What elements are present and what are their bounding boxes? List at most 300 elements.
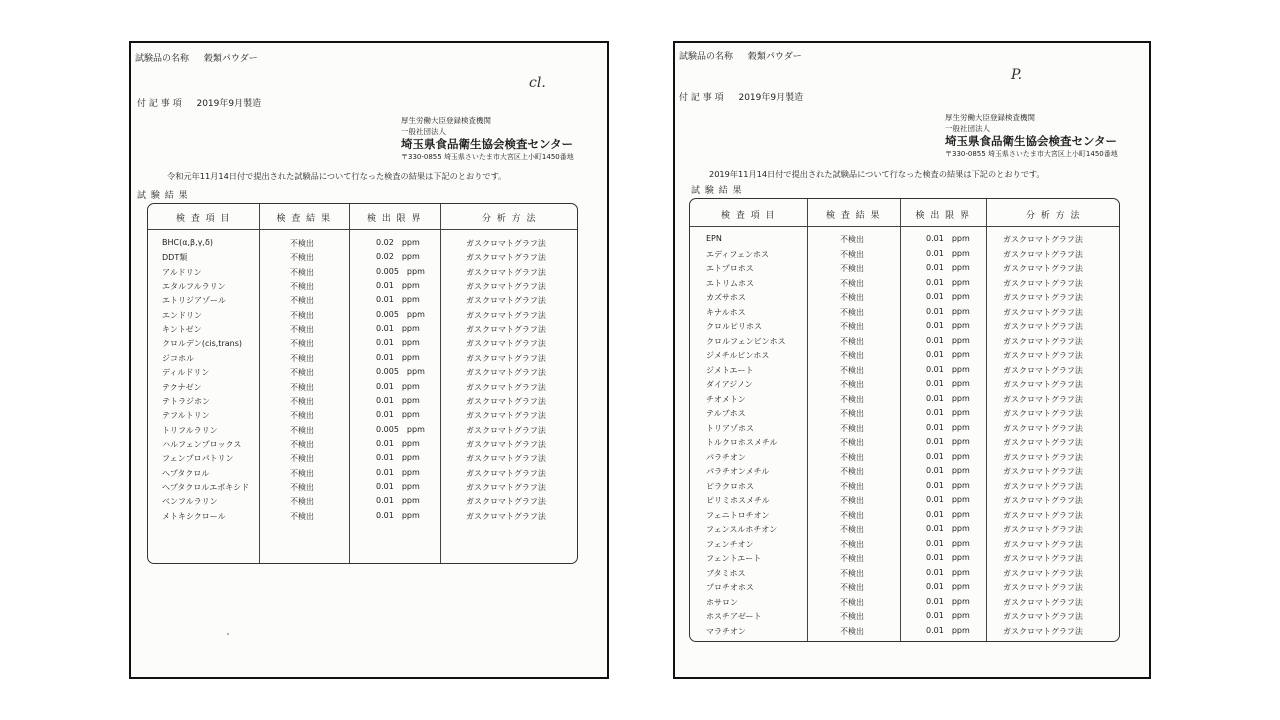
column-divider — [900, 199, 901, 641]
detection-limit-value: 0.01 — [376, 467, 394, 477]
analysis-method: ガスクロマトグラフ法 — [1003, 322, 1083, 331]
detection-limit-unit: ppm — [401, 252, 420, 262]
issuer-address: 〒330-0855 埼玉県さいたま市大宮区上小町1450番地 — [401, 153, 574, 161]
test-item-name: ディルドリン — [162, 368, 210, 378]
detection-limit — [926, 437, 970, 446]
detection-limit-value: 0.01 — [926, 437, 944, 446]
detection-limit-value: 0.01 — [926, 263, 944, 272]
detection-limit — [926, 510, 970, 519]
test-result: 不検出 — [290, 239, 314, 248]
detection-limit-value: 0.02 — [376, 238, 394, 247]
test-item-name: パラチオンメチル — [706, 467, 770, 476]
test-item-name: ジコホル — [162, 353, 194, 363]
sample-name-value: 穀類パウダー — [747, 52, 802, 62]
detection-limit-value: 0.01 — [926, 364, 944, 374]
test-item-name: フェンプロパトリン — [162, 454, 234, 464]
detection-limit-unit: ppm — [951, 379, 970, 388]
detection-limit — [926, 249, 970, 258]
analysis-method: ガスクロマトグラフ法 — [1003, 612, 1083, 621]
test-result: 不検出 — [840, 496, 864, 505]
detection-limit-value: 0.01 — [926, 306, 944, 316]
test-item-name: エディフェンホス — [706, 249, 769, 259]
detection-limit-value: 0.01 — [926, 321, 944, 330]
test-item-name: カズサホス — [706, 293, 746, 302]
detection-limit-value: 0.01 — [926, 553, 944, 562]
test-item-name: ジメチルビンホス — [706, 351, 770, 360]
detection-limit-value: 0.01 — [926, 466, 944, 475]
test-result: 不検出 — [290, 368, 314, 378]
detection-limit-unit: ppm — [401, 510, 420, 520]
issuer-name: 埼玉県食品衛生協会検査センター — [401, 137, 574, 151]
test-item-name: ヘプタクロルエポキシド — [162, 482, 250, 492]
test-result: 不検出 — [290, 267, 314, 277]
intro-text: 2019年11月14日付で提出された試験品について行なった検査の結果は下記のとおりです。 — [709, 169, 1045, 179]
detection-limit — [926, 365, 970, 374]
test-item-name: ハルフェンプロックス — [162, 439, 242, 449]
test-item-name: クロルフェンビンホス — [706, 336, 786, 346]
detection-limit-unit: ppm — [951, 495, 970, 504]
handwritten-mark: P. — [1011, 67, 1023, 83]
detection-limit-unit: ppm — [401, 352, 420, 362]
test-result: 不検出 — [840, 264, 864, 273]
detection-limit-value: 0.005 — [376, 367, 399, 377]
detection-limit-unit: ppm — [951, 335, 970, 345]
test-item-name: ピラクロホス — [706, 481, 754, 491]
analysis-method: ガスクロマトグラフ法 — [466, 310, 546, 320]
test-result: 不検出 — [840, 626, 864, 636]
analysis-method: ガスクロマトグラフ法 — [466, 439, 546, 449]
detection-limit — [926, 495, 970, 504]
note-field — [137, 96, 261, 109]
section-title: 試 験 結 果 — [691, 186, 743, 196]
test-item-name: テルブホス — [706, 409, 746, 418]
column-divider — [807, 199, 808, 641]
analysis-method: ガスクロマトグラフ法 — [1003, 510, 1083, 520]
detection-limit-unit: ppm — [951, 234, 970, 243]
detection-limit-unit: ppm — [951, 524, 970, 533]
test-item-name: テトラジホン — [162, 396, 210, 406]
analysis-method: ガスクロマトグラフ法 — [466, 396, 546, 406]
analysis-method: ガスクロマトグラフ法 — [1003, 336, 1083, 346]
detection-limit — [376, 353, 420, 362]
test-item-name: エトリムホス — [706, 278, 754, 288]
note-label: 付 記 事 項 — [137, 99, 182, 109]
detection-limit — [376, 439, 420, 448]
header-item: 検 査 項 目 — [720, 211, 777, 221]
test-result: 不検出 — [840, 510, 864, 520]
left-report-sheet — [129, 41, 609, 679]
test-item-name: プロチオホス — [706, 583, 754, 592]
detection-limit-value: 0.01 — [926, 292, 944, 301]
detection-limit-unit: ppm — [401, 281, 420, 291]
header-result: 検 査 結 果 — [276, 214, 332, 224]
analysis-method: ガスクロマトグラフ法 — [466, 482, 546, 492]
analysis-method: ガスクロマトグラフ法 — [1003, 496, 1083, 505]
detection-limit — [376, 367, 425, 376]
test-item-name: エトプロホス — [706, 264, 754, 273]
test-result: 不検出 — [840, 481, 864, 491]
detection-limit — [376, 295, 420, 304]
detection-limit-value: 0.005 — [376, 309, 399, 319]
detection-limit — [376, 281, 420, 290]
detection-limit — [926, 263, 970, 272]
test-result: 不検出 — [290, 411, 314, 421]
detection-limit-value: 0.01 — [376, 410, 394, 420]
detection-limit-unit: ppm — [951, 480, 970, 490]
detection-limit — [926, 539, 970, 548]
detection-limit — [376, 238, 420, 247]
detection-limit — [926, 307, 970, 316]
test-result: 不検出 — [290, 282, 314, 292]
analysis-method: ガスクロマトグラフ法 — [1003, 626, 1083, 636]
analysis-method: ガスクロマトグラフ法 — [1003, 452, 1083, 462]
detection-limit-unit: ppm — [406, 266, 425, 276]
detection-limit-unit: ppm — [401, 453, 420, 463]
detection-limit — [926, 350, 970, 359]
detection-limit-value: 0.01 — [376, 281, 394, 291]
test-result: 不検出 — [290, 253, 314, 263]
detection-limit-unit: ppm — [951, 321, 970, 330]
detection-limit-value: 0.01 — [376, 352, 394, 362]
test-item-name: クロルピリホス — [706, 322, 762, 331]
detection-limit — [926, 466, 970, 475]
note-value: 2019年9月製造 — [196, 99, 262, 109]
results-table — [147, 203, 578, 564]
detection-limit-unit: ppm — [951, 248, 970, 258]
header-method: 分 析 方 法 — [1025, 211, 1082, 221]
analysis-method: ガスクロマトグラフ法 — [1003, 380, 1083, 389]
test-result: 不検出 — [290, 439, 314, 449]
analysis-method: ガスクロマトグラフ法 — [1003, 264, 1083, 273]
detection-limit — [926, 582, 970, 591]
analysis-method: ガスクロマトグラフ法 — [466, 454, 546, 464]
test-item-name: ホスチアゼート — [706, 612, 762, 621]
detection-limit-unit: ppm — [951, 567, 970, 577]
issuer-corporation-type: 一般社団法人 — [945, 124, 990, 133]
analysis-method: ガスクロマトグラフ法 — [466, 511, 546, 521]
test-item-name: ブタミホス — [706, 568, 746, 578]
detection-limit-unit: ppm — [951, 364, 970, 374]
test-item-name: エンドリン — [162, 310, 202, 320]
detection-limit-value: 0.01 — [926, 625, 944, 635]
test-item-name: フェンチオン — [706, 539, 754, 549]
header-result: 検 査 結 果 — [825, 211, 882, 221]
issuer-address: 〒330-0855 埼玉県さいたま市大宮区上小町1450番地 — [945, 150, 1118, 158]
test-item-name: キナルホス — [706, 307, 746, 317]
test-item-name: マラチオン — [706, 626, 746, 636]
analysis-method: ガスクロマトグラフ法 — [1003, 597, 1083, 607]
detection-limit — [376, 496, 420, 505]
test-result: 不検出 — [840, 452, 864, 462]
analysis-method: ガスクロマトグラフ法 — [1003, 249, 1083, 259]
sample-name-label: 試験品の名称 — [135, 54, 190, 64]
test-item-name: トリフルラリン — [162, 425, 218, 435]
detection-limit-unit: ppm — [951, 306, 970, 316]
test-item-name: トルクロホスメチル — [706, 438, 778, 447]
test-item-name: ベンフルラリン — [162, 497, 218, 507]
detection-limit-unit: ppm — [951, 451, 970, 461]
detection-limit-value: 0.01 — [376, 481, 394, 491]
analysis-method: ガスクロマトグラフ法 — [1003, 481, 1083, 491]
analysis-method: ガスクロマトグラフ法 — [1003, 467, 1083, 476]
test-result: 不検出 — [290, 353, 314, 363]
sample-name-field — [679, 49, 802, 62]
test-result: 不検出 — [840, 394, 864, 404]
detection-limit-value: 0.01 — [926, 509, 944, 519]
detection-limit — [376, 453, 420, 462]
detection-limit-value: 0.01 — [926, 611, 944, 620]
test-result: 不検出 — [840, 409, 864, 418]
analysis-method: ガスクロマトグラフ法 — [466, 325, 546, 335]
test-item-name: アルドリン — [162, 267, 202, 277]
test-result: 不検出 — [840, 322, 864, 331]
detection-limit-unit: ppm — [951, 393, 970, 403]
issuer-block — [945, 112, 1118, 160]
test-item-name: エトリジアゾール — [162, 296, 226, 306]
detection-limit-unit: ppm — [401, 438, 420, 448]
test-result: 不検出 — [840, 554, 864, 563]
issuer-registration: 厚生労働大臣登録検査機関 — [401, 116, 491, 125]
detection-limit-unit: ppm — [951, 408, 970, 417]
test-result: 不検出 — [290, 296, 314, 306]
detection-limit — [376, 410, 420, 419]
test-item-name: ホサロン — [706, 597, 738, 607]
detection-limit-value: 0.01 — [926, 538, 944, 548]
detection-limit-value: 0.01 — [376, 295, 394, 305]
test-result: 不検出 — [290, 396, 314, 406]
test-result: 不検出 — [290, 339, 314, 349]
test-result: 不検出 — [840, 307, 864, 317]
detection-limit — [376, 267, 425, 276]
detection-limit — [376, 310, 425, 319]
test-result: 不検出 — [290, 325, 314, 335]
intro-text: 令和元年11月14日付で提出された試験品について行なった検査の結果は下記のとおりです。 — [167, 171, 507, 181]
analysis-method: ガスクロマトグラフ法 — [1003, 278, 1083, 288]
detection-limit — [376, 425, 425, 434]
header-divider — [690, 226, 1119, 227]
test-item-name: ピリミホスメチル — [706, 496, 770, 505]
header-method: 分 析 方 法 — [481, 214, 538, 224]
test-result: 不検出 — [290, 425, 314, 435]
column-divider — [440, 204, 441, 563]
detection-limit-value: 0.01 — [926, 335, 944, 345]
detection-limit-value: 0.005 — [376, 424, 399, 434]
detection-limit-value: 0.01 — [926, 393, 944, 403]
detection-limit-unit: ppm — [951, 538, 970, 548]
analysis-method: ガスクロマトグラフ法 — [1003, 394, 1083, 404]
detection-limit-value: 0.01 — [926, 277, 944, 287]
test-item-name: DDT類 — [162, 253, 188, 263]
test-item-name: パラチオン — [706, 452, 746, 462]
detection-limit-unit: ppm — [401, 481, 420, 491]
analysis-method: ガスクロマトグラフ法 — [1003, 365, 1083, 375]
test-item-name: トリアゾホス — [706, 423, 754, 433]
analysis-method: ガスクロマトグラフ法 — [466, 253, 546, 263]
detection-limit-unit: ppm — [401, 295, 420, 305]
analysis-method: ガスクロマトグラフ法 — [1003, 568, 1083, 578]
test-item-name: BHC(α,β,γ,δ) — [162, 238, 213, 247]
detection-limit-value: 0.01 — [376, 438, 394, 448]
detection-limit — [926, 597, 970, 606]
detection-limit-unit: ppm — [401, 467, 420, 477]
test-result: 不検出 — [840, 278, 864, 288]
header-limit: 検 出 限 界 — [915, 211, 971, 221]
test-result: 不検出 — [840, 365, 864, 375]
detection-limit-value: 0.01 — [926, 350, 944, 359]
test-item-name: フェントエート — [706, 554, 762, 563]
detection-limit-value: 0.01 — [376, 324, 394, 334]
analysis-method: ガスクロマトグラフ法 — [1003, 307, 1083, 317]
detection-limit — [376, 468, 420, 477]
detection-limit — [926, 611, 970, 620]
detection-limit-value: 0.005 — [376, 266, 399, 276]
detection-limit — [926, 278, 970, 287]
detection-limit-unit: ppm — [401, 381, 420, 391]
detection-limit-value: 0.01 — [926, 248, 944, 258]
test-result: 不検出 — [840, 539, 864, 549]
column-divider — [986, 199, 987, 641]
test-item-name: メトキシクロール — [162, 511, 226, 521]
issuer-block — [401, 115, 574, 163]
test-result: 不検出 — [840, 438, 864, 447]
header-item: 検 査 項 目 — [175, 214, 232, 224]
detection-limit — [926, 394, 970, 403]
detection-limit — [926, 321, 970, 330]
test-result: 不検出 — [840, 336, 864, 346]
detection-limit-value: 0.01 — [376, 381, 394, 391]
test-result: 不検出 — [840, 380, 864, 389]
analysis-method: ガスクロマトグラフ法 — [1003, 351, 1083, 360]
detection-limit-unit: ppm — [401, 238, 420, 247]
analysis-method: ガスクロマトグラフ法 — [466, 382, 546, 392]
test-item-name: テクナゼン — [162, 382, 202, 392]
test-result: 不検出 — [290, 497, 314, 507]
detection-limit-value: 0.01 — [376, 338, 394, 348]
detection-limit-unit: ppm — [951, 437, 970, 446]
detection-limit-value: 0.01 — [376, 395, 394, 405]
detection-limit — [926, 292, 970, 301]
test-item-name: ダイアジノン — [706, 380, 753, 389]
detection-limit-value: 0.01 — [926, 596, 944, 606]
detection-limit-unit: ppm — [401, 338, 420, 348]
test-result: 不検出 — [290, 382, 314, 392]
analysis-method: ガスクロマトグラフ法 — [466, 411, 546, 421]
detection-limit — [926, 481, 970, 490]
analysis-method: ガスクロマトグラフ法 — [466, 425, 546, 435]
detection-limit — [926, 423, 970, 432]
detection-limit — [376, 252, 420, 261]
sample-name-value: 穀類パウダー — [203, 54, 258, 64]
test-item-name: ヘプタクロル — [162, 468, 210, 478]
analysis-method: ガスクロマトグラフ法 — [466, 497, 546, 507]
detection-limit-value: 0.01 — [926, 408, 944, 417]
detection-limit-unit: ppm — [401, 496, 420, 506]
detection-limit — [926, 379, 970, 388]
section-title: 試 験 結 果 — [137, 191, 189, 201]
detection-limit — [926, 626, 970, 635]
detection-limit-unit: ppm — [951, 422, 970, 432]
analysis-method: ガスクロマトグラフ法 — [1003, 293, 1083, 302]
detection-limit-value: 0.01 — [926, 451, 944, 461]
detection-limit-unit: ppm — [951, 350, 970, 359]
analysis-method: ガスクロマトグラフ法 — [466, 267, 546, 277]
analysis-method: ガスクロマトグラフ法 — [1003, 583, 1083, 592]
issuer-name: 埼玉県食品衛生協会検査センター — [945, 134, 1118, 148]
detection-limit — [926, 234, 970, 243]
test-item-name: チオメトン — [706, 394, 746, 404]
detection-limit-unit: ppm — [401, 410, 420, 420]
test-item-name: エタルフルラリン — [162, 282, 226, 292]
detection-limit-value: 0.01 — [376, 496, 394, 506]
handwritten-mark: cl. — [529, 75, 546, 91]
detection-limit-unit: ppm — [951, 466, 970, 475]
detection-limit-unit: ppm — [406, 309, 425, 319]
detection-limit — [376, 511, 420, 520]
test-result: 不検出 — [840, 597, 864, 607]
detection-limit-unit: ppm — [951, 553, 970, 562]
note-value: 2019年9月製造 — [738, 93, 804, 103]
sample-name-label: 試験品の名称 — [679, 52, 734, 62]
detection-limit — [926, 336, 970, 345]
analysis-method: ガスクロマトグラフ法 — [1003, 554, 1083, 563]
detection-limit-unit: ppm — [951, 582, 970, 591]
test-result: 不検出 — [840, 568, 864, 578]
detection-limit-unit: ppm — [951, 292, 970, 301]
analysis-method: ガスクロマトグラフ法 — [466, 339, 546, 349]
test-result: 不検出 — [290, 511, 314, 521]
analysis-method: ガスクロマトグラフ法 — [1003, 423, 1083, 433]
test-result: 不検出 — [840, 583, 864, 592]
detection-limit-value: 0.01 — [376, 510, 394, 520]
detection-limit-unit: ppm — [951, 625, 970, 635]
analysis-method: ガスクロマトグラフ法 — [1003, 409, 1083, 418]
detection-limit-value: 0.01 — [926, 495, 944, 504]
test-result: 不検出 — [840, 249, 864, 259]
detection-limit-value: 0.01 — [926, 567, 944, 577]
issuer-registration: 厚生労働大臣登録検査機関 — [945, 113, 1035, 122]
detection-limit-value: 0.01 — [926, 582, 944, 591]
detection-limit — [376, 482, 420, 491]
analysis-method: ガスクロマトグラフ法 — [1003, 235, 1083, 244]
detection-limit-unit: ppm — [951, 263, 970, 272]
test-result: 不検出 — [840, 467, 864, 476]
detection-limit-value: 0.01 — [926, 234, 944, 243]
detection-limit — [376, 324, 420, 333]
test-result: 不検出 — [290, 482, 314, 492]
note-field — [679, 90, 803, 103]
detection-limit-unit: ppm — [951, 596, 970, 606]
detection-limit-value: 0.01 — [926, 379, 944, 388]
test-result: 不検出 — [840, 525, 864, 534]
test-item-name: フェンスルホチオン — [706, 525, 778, 534]
test-item-name: フェニトロチオン — [706, 510, 770, 520]
detection-limit — [926, 553, 970, 562]
analysis-method: ガスクロマトグラフ法 — [1003, 438, 1083, 447]
detection-limit-value: 0.01 — [926, 524, 944, 533]
analysis-method: ガスクロマトグラフ法 — [466, 353, 546, 363]
analysis-method: ガスクロマトグラフ法 — [1003, 539, 1083, 549]
detection-limit-unit: ppm — [401, 395, 420, 405]
analysis-method: ガスクロマトグラフ法 — [1003, 525, 1083, 534]
detection-limit-unit: ppm — [401, 324, 420, 334]
detection-limit-value: 0.01 — [376, 453, 394, 463]
detection-limit-unit: ppm — [951, 277, 970, 287]
test-result: 不検出 — [840, 351, 864, 360]
detection-limit-unit: ppm — [406, 424, 425, 434]
test-result: 不検出 — [290, 454, 314, 464]
detection-limit-unit: ppm — [951, 611, 970, 620]
results-table — [689, 198, 1120, 642]
